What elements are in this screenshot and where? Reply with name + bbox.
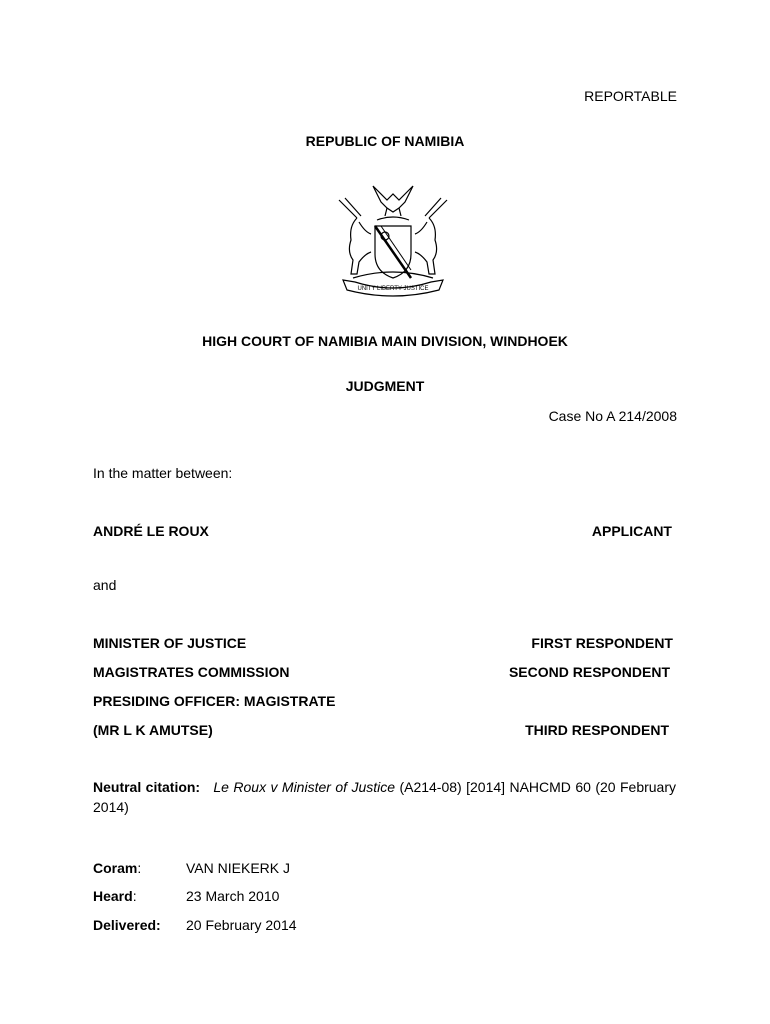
court-title: HIGH COURT OF NAMIBIA MAIN DIVISION, WINDHOEK xyxy=(202,333,568,349)
respondent-role: THIRD RESPONDENT xyxy=(525,722,669,738)
and-label: and xyxy=(93,577,117,593)
respondent-role: SECOND RESPONDENT xyxy=(508,664,670,680)
reportable-label: REPORTABLE xyxy=(584,88,677,104)
svg-text:UNITY LIBERTY JUSTICE: UNITY LIBERTY JUSTICE xyxy=(357,286,429,292)
heard-label: Heard: xyxy=(93,888,137,904)
case-number: Case No A 214/2008 xyxy=(548,408,677,424)
applicant-name: ANDRÉ LE ROUX xyxy=(93,523,209,539)
respondent-name: MINISTER OF JUSTICE xyxy=(93,635,247,651)
citation-reference: (A214-08) [2014] NAHCMD 60 (20 February 2014) xyxy=(93,779,677,815)
coram-value: VAN NIEKERK J xyxy=(186,860,290,876)
respondent-role: FIRST RESPONDENT xyxy=(531,635,673,651)
applicant-role: APPLICANT xyxy=(591,523,672,539)
coram-label: Coram: xyxy=(93,860,142,876)
respondent-name: MAGISTRATES COMMISSION xyxy=(93,664,290,680)
neutral-citation xyxy=(93,777,676,817)
citation-label: Neutral citation: xyxy=(93,779,201,795)
citation-case-name: Le Roux v Minister of Justice xyxy=(213,779,396,795)
matter-intro: In the matter between: xyxy=(93,465,233,481)
country-title: REPUBLIC OF NAMIBIA xyxy=(305,133,465,149)
respondent-name: PRESIDING OFFICER: MAGISTRATE xyxy=(93,693,336,709)
respondent-name: (MR L K AMUTSE) xyxy=(93,722,213,738)
judgment-title: JUDGMENT xyxy=(345,378,425,394)
namibia-coat-of-arms-icon xyxy=(335,182,451,300)
delivered-value: 20 February 2014 xyxy=(186,917,297,933)
delivered-label: Delivered: xyxy=(93,917,161,933)
heard-value: 23 March 2010 xyxy=(186,888,280,904)
